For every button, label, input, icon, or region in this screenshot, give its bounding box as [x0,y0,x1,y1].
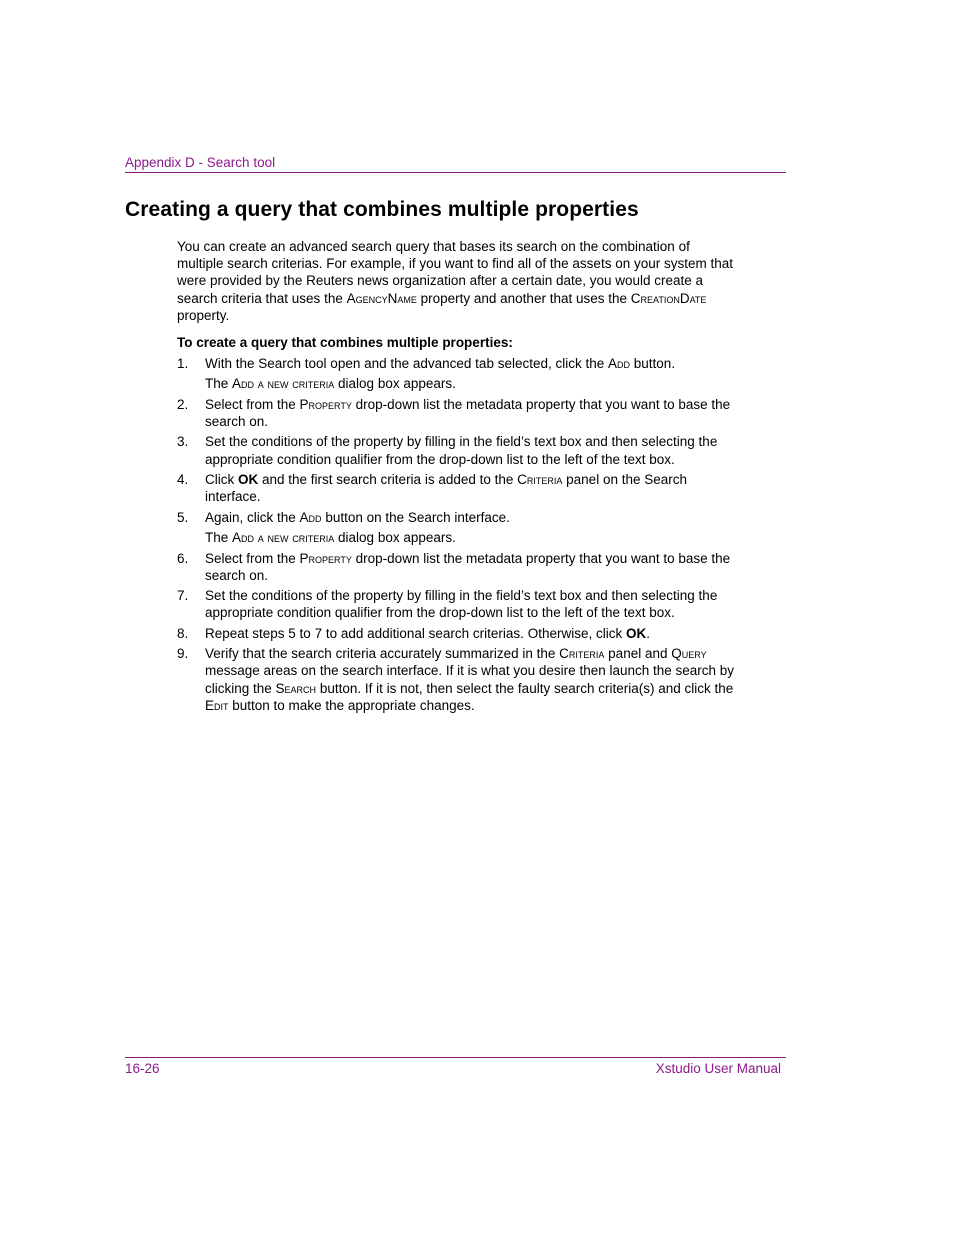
step-number: 6. [177,550,189,566]
step-number: 8. [177,625,189,641]
ui-term: Add [608,355,631,371]
text-run: Set the conditions of the property by filling in the field’s text box and then selecting the appropriate condition qualifier from the drop-down list to the left of the text box. [205,588,718,621]
step-item [177,471,737,505]
ui-term: Query [671,646,707,662]
running-header [125,154,786,171]
button-term: OK [625,625,647,641]
ui-term: Criteria [559,646,605,662]
ui-term: Criteria [517,472,563,487]
step-item [177,550,737,584]
ui-term: CreationDate [630,290,707,306]
text-run: dialog box appears. [334,376,456,392]
intro-paragraph [177,238,737,324]
ui-term: Property [299,550,352,566]
text-run: button. [630,355,676,371]
step-text [205,396,737,430]
procedure-heading: To create a query that combines multiple properties: [177,335,513,351]
section-title: Appendix D - Search tool [125,155,276,170]
text-run: Select from the [205,396,300,412]
step-result [205,375,737,392]
text-run: and the first search criteria is added to the [258,472,518,487]
text-run: You can create an advanced search query that bases its search on the combination of multiple search criterias. For example, if you want to find all of the assets on your system that were provided by the Reuters news organization after a certain date, you would create a search criteria that uses the [177,239,733,306]
text-run: Verify that the search criteria accurately summarized in the [205,646,560,662]
step-text [205,509,737,526]
step-number: 3. [177,434,189,450]
text-run: property and another that uses the [416,290,631,306]
ui-term: Search [275,680,317,696]
text-run: Again, click the [205,509,300,525]
text-run: panel on the Search interface. [205,472,687,505]
text-run: drop-down list the metadata property that you want to base the search on. [205,550,731,583]
ui-term: Add a new criteria [232,376,335,392]
ui-term: Property [299,396,352,412]
text-run: button. If it is not, then select the faulty search criteria(s) and click the [316,680,734,696]
text-run: Set the conditions of the property by filling in the field’s text box and then selecting the appropriate condition qualifier from the drop-down list to the left of the text box. [205,434,718,467]
step-number: 5. [177,509,189,525]
footer-rule [125,1057,786,1058]
text-run: panel and [604,646,672,662]
ui-term: Add [299,509,322,525]
text-run: property. [177,307,230,323]
step-item [177,645,737,714]
step-result [205,529,737,546]
text-run: Click [205,472,238,487]
step-item [177,396,737,430]
text-run: The [205,376,233,392]
step-item [177,433,737,467]
body-content [177,238,737,717]
text-run: Select from the [205,550,300,566]
manual-title: Xstudio User Manual [655,1061,781,1076]
step-text [205,355,737,372]
procedure-steps [177,355,737,714]
step-number: 9. [177,646,189,662]
step-number: 4. [177,472,189,487]
header-rule [125,172,786,173]
step-text [205,587,737,621]
ui-term: AgencyName [346,290,417,306]
step-item [177,625,737,642]
step-text [205,625,737,642]
step-number: 2. [177,396,189,412]
page-title: Creating a query that combines multiple properties [125,198,639,221]
step-item [177,587,737,621]
step-text [205,471,737,505]
step-number: 7. [177,588,189,604]
step-item [177,355,737,393]
step-item [177,509,737,547]
text-run: . [646,625,650,641]
text-run: dialog box appears. [334,530,456,546]
text-run: The [205,530,233,546]
button-term: OK [238,472,259,487]
text-run: Repeat steps 5 to 7 to add additional search criterias. Otherwise, click [205,625,626,641]
text-run: button on the Search interface. [321,509,510,525]
step-text [205,550,737,584]
text-run: drop-down list the metadata property that you want to base the search on. [205,396,731,430]
text-run: With the Search tool open and the advanced tab selected, click the [205,355,609,371]
step-text [205,433,737,467]
ui-term: Edit [205,697,229,713]
text-run: button to make the appropriate changes. [228,697,475,713]
text-run: message areas on the search interface. If it is what you desire then launch the search by clicking the [205,663,735,696]
step-number: 1. [177,355,189,371]
step-text [205,645,737,714]
page-number: 16-26 [125,1061,160,1076]
ui-term: Add a new criteria [232,530,335,546]
